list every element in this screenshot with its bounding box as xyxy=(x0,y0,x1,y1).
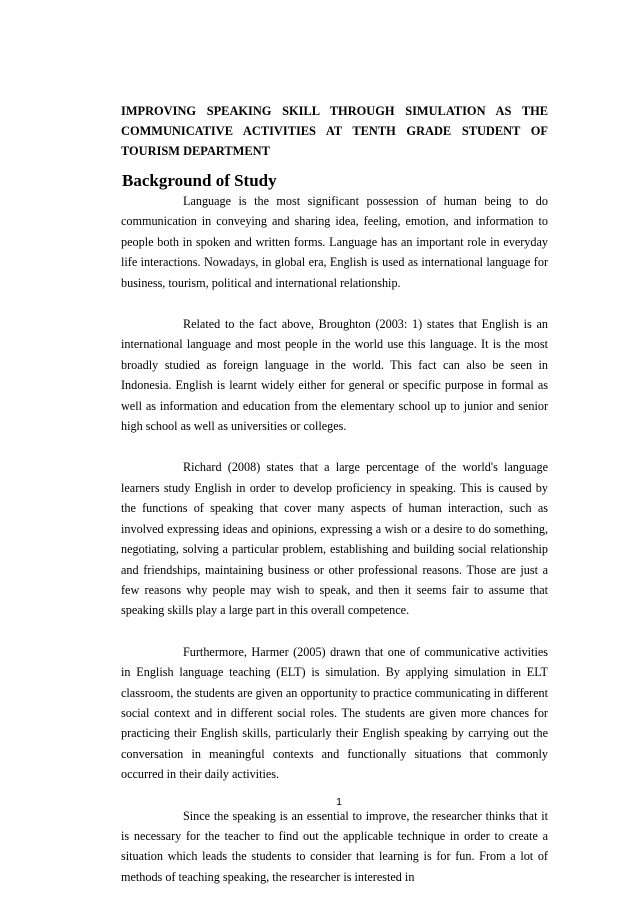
page-number: 1 xyxy=(336,796,342,808)
paragraph-5: Since the speaking is an essential to improve, the researcher thinks that it is necessary for the teacher to find out the applicable technique in order to create a situation which leads the students to consider that learning is for fun. From a lot of methods of teaching speaking, the researcher is interested in xyxy=(121,808,548,884)
section-heading: Background of Study xyxy=(122,171,277,190)
paragraph-1: Language is the most significant possession of human being to do communication in conveying and sharing idea, feeling, emotion, and information to people both in spoken and written forms. Language has an important role in everyday life interactions. Nowadays, in global era, English is used as international language for business, tourism, political and international relationship. xyxy=(121,194,548,290)
paragraph-4: Furthermore, Harmer (2005) drawn that one of communicative activities in English language teaching (ELT) is simulation. By applying simulation in ELT classroom, the students are given an opportunity to practice communicating in different social context and in different social roles. The students are given more chances for practicing their English skills, particularly their English speaking by carrying out the conversation in meaningful contexts and functionally situations that commonly occurred in their daily activities. xyxy=(121,644,548,782)
paragraph-3: Richard (2008) states that a large percentage of the world's language learners study English in order to develop proficiency in speaking. This is caused by the functions of speaking that cover many aspects of human interaction, such as involved expressing ideas and opinions, expressing a wish or a desire to do something, negotiating, solving a particular problem, establishing and building social relationship and friendships, maintaining business or other professional reasons. Those are just a few reasons why people may wish to speak, and then it seems fair to assume that speaking skills play a large part in this overall competence. xyxy=(121,460,548,618)
paragraph-2: Related to the fact above, Broughton (2003: 1) states that English is an international language and most people in the world use this language. It is the most broadly studied as foreign language in the world. This fact can also be seen in Indonesia. English is learnt widely either for general or specific purpose in formal as well as information and education from the elementary school up to junior and senior high school as well as universities or colleges. xyxy=(121,317,548,434)
document-title: IMPROVING SPEAKING SKILL THROUGH SIMULATION AS THE COMMUNICATIVE ACTIVITIES AT TENTH GRADE STUDENT OF TOURISM DEPARTMENT xyxy=(121,104,548,158)
